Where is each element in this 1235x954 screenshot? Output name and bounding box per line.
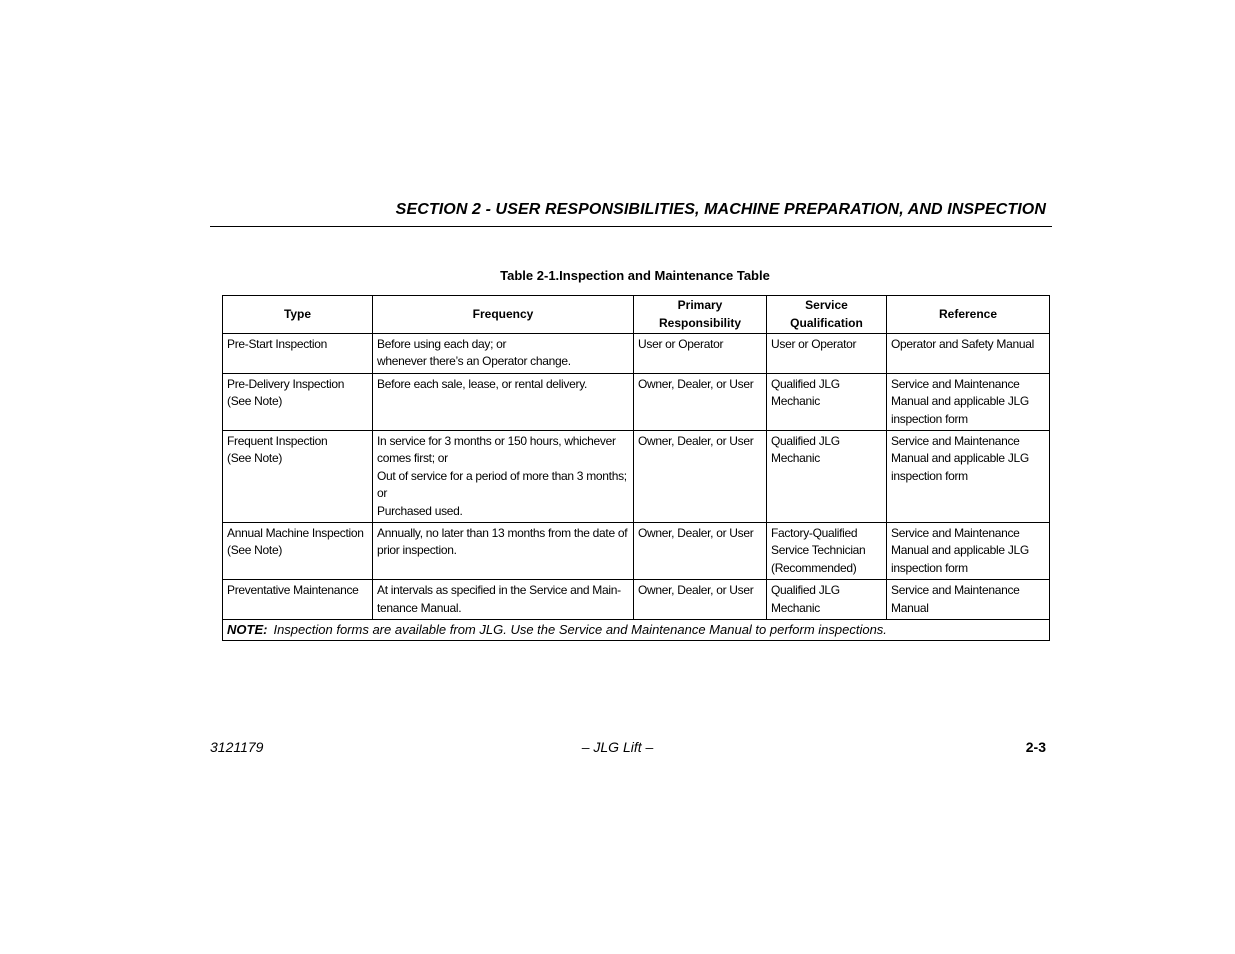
cell-type (223, 373, 373, 430)
note-text: Inspection forms are available from JLG. Use the Service and Maintenance Manual to perform inspections. (273, 622, 887, 638)
cell-line: Mechanic (771, 600, 820, 615)
cell-line: At intervals as specified in the Service and Main- (377, 583, 621, 598)
note-label: NOTE: (227, 622, 268, 638)
cell-line: whenever there’s an Operator change. (377, 354, 571, 369)
column-header-type (223, 296, 373, 334)
header-divider (210, 226, 1052, 227)
cell-line: Manual (891, 600, 929, 615)
column-header-service-qualification (767, 296, 887, 334)
cell-line: Owner, Dealer, or User (638, 434, 754, 449)
cell-line: Frequent Inspection (227, 434, 328, 449)
cell-primary-responsibility (634, 523, 767, 580)
cell-frequency (373, 580, 634, 620)
cell-line: Owner, Dealer, or User (638, 583, 754, 598)
column-header-primary-responsibility (634, 296, 767, 334)
table-row (223, 373, 1050, 430)
cell-line: Owner, Dealer, or User (638, 526, 754, 541)
cell-line: inspection form (891, 560, 968, 575)
footer-brand: – JLG Lift – (581, 739, 654, 755)
cell-type (223, 431, 373, 523)
cell-line: Operator and Safety Manual (891, 337, 1034, 351)
cell-service-qualification (767, 334, 887, 374)
cell-line: Qualified JLG (771, 434, 840, 449)
cell-service-qualification (767, 523, 887, 580)
cell-type (223, 334, 373, 374)
cell-line: Service and Maintenance (891, 376, 1020, 391)
cell-line: Service Technician (771, 543, 866, 558)
table-row (223, 334, 1050, 374)
cell-line: Service and Maintenance (891, 526, 1020, 541)
cell-line: Service and Maintenance (891, 434, 1020, 449)
cell-line: Pre-Start Inspection (227, 337, 328, 351)
cell-reference (887, 334, 1050, 374)
cell-line: Service and Maintenance (891, 583, 1020, 598)
cell-line: (See Note) (227, 394, 283, 409)
column-header-line: Primary (677, 298, 723, 313)
cell-type (223, 523, 373, 580)
cell-line: Annual Machine Inspection (227, 526, 364, 541)
column-header-reference (887, 296, 1050, 334)
cell-service-qualification (767, 580, 887, 620)
cell-line: Qualified JLG (771, 376, 840, 391)
cell-line: User or Operator (771, 337, 857, 351)
cell-line: inspection form (891, 468, 968, 483)
cell-reference (887, 373, 1050, 430)
cell-line: or (377, 486, 388, 501)
table-caption: Table 2-1.Inspection and Maintenance Table (500, 268, 770, 283)
cell-frequency (373, 373, 634, 430)
cell-primary-responsibility (634, 334, 767, 374)
cell-line: prior inspection. (377, 543, 457, 558)
cell-line: Pre-Delivery Inspection (227, 376, 345, 391)
cell-line: Mechanic (771, 394, 820, 409)
section-title: SECTION 2 - USER RESPONSIBILITIES, MACHINE PREPARATION, AND INSPECTION (395, 201, 1046, 218)
cell-line: inspection form (891, 411, 968, 426)
cell-line: (Recommended) (771, 560, 857, 575)
cell-line: comes first; or (377, 451, 448, 466)
cell-line: Manual and applicable JLG (891, 394, 1029, 409)
cell-type (223, 580, 373, 620)
page-number: 2-3 (1025, 739, 1046, 755)
document-number: 3121179 (210, 739, 264, 755)
table-note (223, 620, 1050, 641)
cell-reference (887, 523, 1050, 580)
table-header-row (223, 296, 1050, 334)
column-header-line: Responsibility (658, 315, 741, 330)
cell-primary-responsibility (634, 580, 767, 620)
cell-line: (See Note) (227, 543, 283, 558)
cell-frequency (373, 523, 634, 580)
cell-line: Purchased used. (377, 503, 463, 518)
cell-frequency (373, 431, 634, 523)
cell-line: tenance Manual. (377, 600, 462, 615)
column-header-line: Service (805, 298, 848, 313)
cell-line: Before using each day; or (377, 337, 507, 351)
cell-line: Annually, no later than 13 months from the date of (377, 526, 628, 541)
cell-line: Qualified JLG (771, 583, 840, 598)
table-row (223, 523, 1050, 580)
cell-line: Owner, Dealer, or User (638, 376, 754, 391)
cell-line: Manual and applicable JLG (891, 543, 1029, 558)
cell-line: Manual and applicable JLG (891, 451, 1029, 466)
cell-frequency (373, 334, 634, 374)
cell-reference (887, 431, 1050, 523)
column-header-line: Qualification (790, 315, 863, 330)
cell-service-qualification (767, 431, 887, 523)
cell-line: Before each sale, lease, or rental delivery. (377, 376, 588, 391)
cell-line: Out of service for a period of more than 3 months; (377, 468, 627, 483)
table-row (223, 431, 1050, 523)
table-note-row (223, 620, 1050, 641)
cell-primary-responsibility (634, 431, 767, 523)
cell-line: Mechanic (771, 451, 820, 466)
cell-service-qualification (767, 373, 887, 430)
cell-line: (See Note) (227, 451, 283, 466)
column-header-line: Frequency (472, 306, 534, 321)
table-row (223, 580, 1050, 620)
cell-primary-responsibility (634, 373, 767, 430)
cell-reference (887, 580, 1050, 620)
cell-line: User or Operator (638, 337, 724, 351)
column-header-frequency (373, 296, 634, 334)
column-header-line: Type (283, 306, 312, 321)
table-body (223, 334, 1050, 620)
cell-line: In service for 3 months or 150 hours, whichever (377, 434, 616, 449)
cell-line: Preventative Maintenance (227, 583, 359, 598)
column-header-line: Reference (938, 306, 998, 321)
cell-line: Factory-Qualified (771, 526, 858, 541)
inspection-maintenance-table (222, 295, 1050, 641)
